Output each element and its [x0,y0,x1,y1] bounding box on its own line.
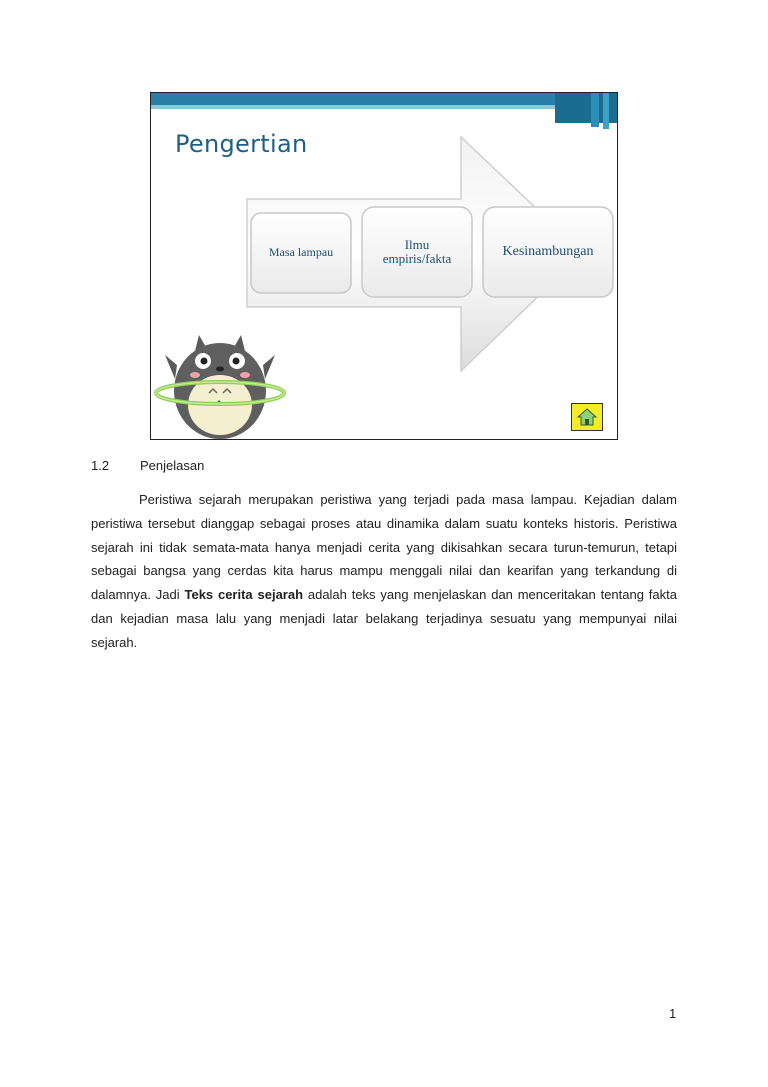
slide-corner-bar [591,93,599,127]
page-number: 1 [669,1006,677,1021]
home-icon [576,407,598,427]
box-ilmu-empiris [362,207,472,297]
mascot-illustration [156,335,284,439]
paragraph-text-1: Peristiwa sejarah merupakan peristiwa yang terjadi pada masa lampau. Kejadian dalam peristiwa tersebut dianggap sebagai proses atau dinamika dalam suatu konteks historis. Peristiwa sejarah ini tidak semata-mata hanya menjadi cerita yang dikisahkan secara turun-temurun, tetapi sebagai bangsa yang cerdas kita harus mampu menggali nilai dan kearifan yang terkandung di dalamnya. Jadi [91,492,677,603]
box-label: Masa lampau [268,245,334,260]
box-label: Kesinambungan [502,244,594,260]
slide-image [150,92,618,440]
slide-header-stripe [151,105,618,109]
section-heading [91,458,204,473]
section-number: 1.2 [91,458,110,473]
home-button[interactable] [571,403,603,431]
slide-title: Pengertian [175,130,308,158]
box-label: Ilmu empiris/fakta [382,236,452,266]
box-kesinambungan [483,207,613,297]
body-paragraph [91,488,677,655]
paragraph-text-2: adalah teks yang menjelaskan dan menceritakan tentang fakta dan kejadian masa lalu yang menjadi latar belakang terjadinya sesuatu yang mempunyai nilai sejarah. [91,587,677,650]
box-masa-lampau [251,213,351,293]
paragraph-bold-term: Teks cerita sejarah [184,587,304,603]
slide-corner-bar-2 [603,93,609,129]
slide-header-bar [151,93,618,105]
section-title: Penjelasan [140,458,205,473]
